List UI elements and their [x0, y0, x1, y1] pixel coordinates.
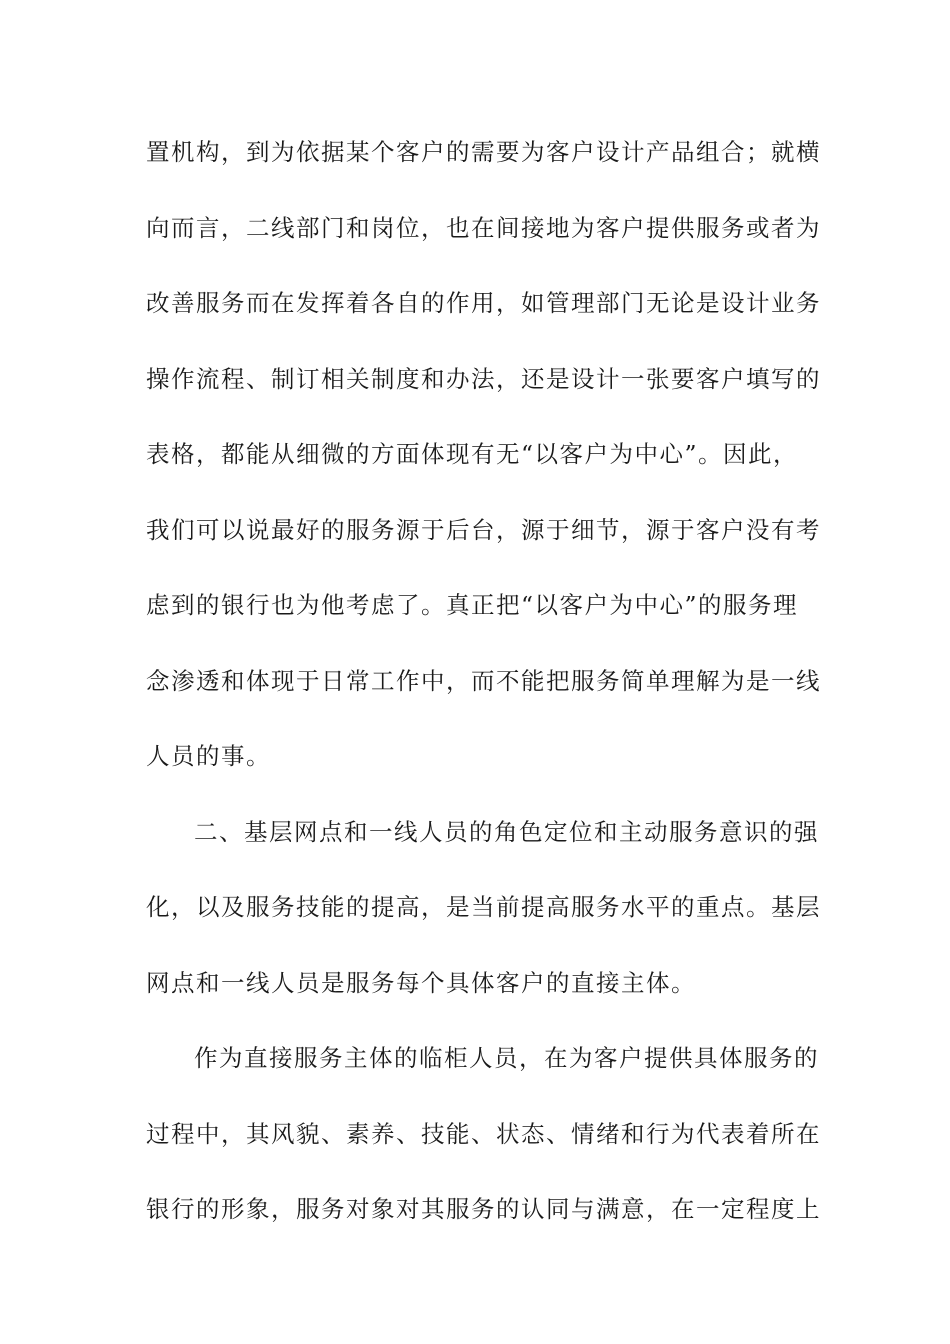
text-line: 置机构，到为依据某个客户的需要为客户设计产品组合；就横: [146, 138, 821, 166]
text-line: 改善服务而在发挥着各自的作用，如管理部门无论是设计业务: [146, 289, 821, 317]
text-line: 我们可以说最好的服务源于后台，源于细节，源于客户没有考: [146, 515, 821, 544]
text-line: 向而言，二线部门和岗位，也在间接地为客户提供服务或者为: [146, 213, 821, 242]
text-line: 过程中，其风貌、素养、技能、状态、情绪和行为代表着所在: [146, 1119, 821, 1148]
text-line: 化，以及服务技能的提高，是当前提高服务水平的重点。基层: [146, 893, 821, 921]
text-line: 念渗透和体现于日常工作中，而不能把服务简单理解为是一线: [146, 666, 821, 695]
paragraph-start-line: 作为直接服务主体的临柜人员，在为客户提供具体服务的: [194, 1044, 819, 1072]
text-line: 表格，都能从细微的方面体现有无“以客户为中心”。因此，: [146, 440, 799, 468]
text-line: 银行的形象，服务对象对其服务的认同与满意，在一定程度上: [146, 1195, 821, 1223]
text-line: 虑到的银行也为他考虑了。真正把“以客户为中心”的服务理: [146, 591, 799, 619]
document-body: [146, 127, 821, 1260]
text-line: 网点和一线人员是服务每个具体客户的直接主体。: [146, 968, 696, 997]
text-line: 人员的事。: [146, 742, 271, 770]
text-line: 操作流程、制订相关制度和办法，还是设计一张要客户填写的: [146, 364, 821, 393]
section-heading-line: 二、基层网点和一线人员的角色定位和主动服务意识的强: [194, 817, 819, 846]
